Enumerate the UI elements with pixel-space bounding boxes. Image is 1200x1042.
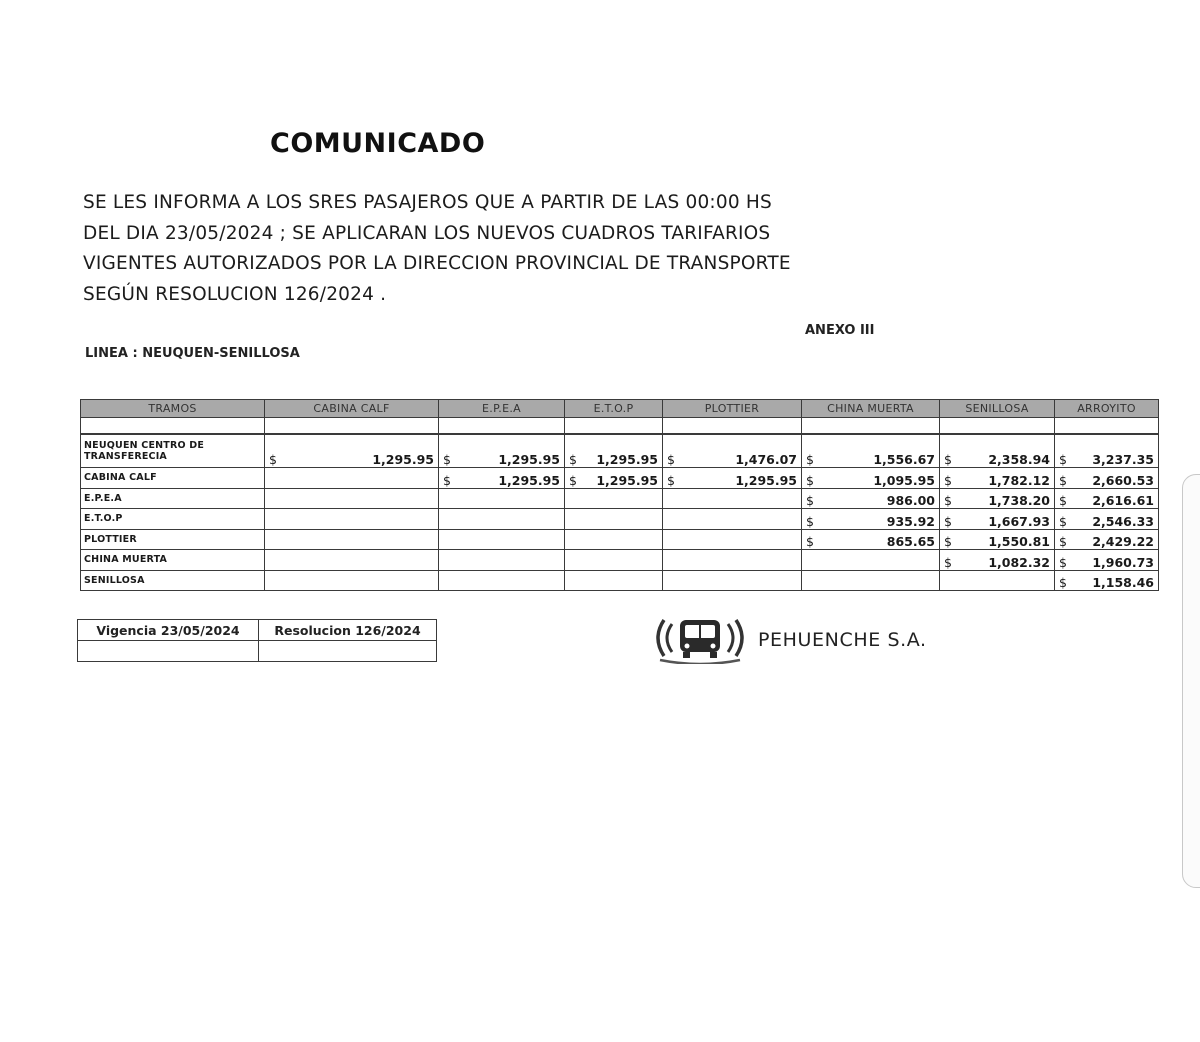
table-row — [81, 509, 1159, 530]
fare-cell — [265, 488, 439, 509]
origin-label: E.T.O.P — [84, 513, 123, 525]
device-edge — [1182, 474, 1200, 888]
fare-cell — [663, 570, 802, 591]
notice-line: VIGENTES AUTORIZADOS POR LA DIRECCION PROVINCIAL DE TRANSPORTE — [83, 253, 791, 274]
currency-symbol: $ — [667, 452, 675, 467]
fare-amount: 2,429.22 — [1092, 534, 1154, 549]
table-row — [81, 488, 1159, 509]
fare-cell — [565, 509, 663, 530]
currency-symbol: $ — [944, 513, 952, 529]
origin-label: TRANSFERECIA — [84, 451, 167, 462]
currency-symbol: $ — [569, 452, 577, 467]
fare-amount: 1,782.12 — [988, 472, 1050, 488]
table-row — [81, 435, 1159, 468]
fare-amount: 1,295.95 — [735, 472, 797, 488]
fare-amount: 1,295.95 — [596, 452, 658, 467]
fare-cell — [802, 509, 940, 530]
validity-date: Vigencia 23/05/2024 — [78, 620, 259, 641]
fare-cell — [565, 468, 663, 489]
origin-cell — [81, 488, 265, 509]
fare-amount: 1,667.93 — [988, 513, 1050, 529]
currency-symbol: $ — [1059, 554, 1067, 570]
fare-cell — [802, 435, 940, 468]
fare-cell — [265, 468, 439, 489]
fare-cell — [565, 435, 663, 468]
fare-amount: 1,295.95 — [498, 452, 560, 467]
fare-cell — [802, 529, 940, 550]
fare-cell — [802, 488, 940, 509]
fare-cell — [439, 570, 565, 591]
origin-cell — [81, 570, 265, 591]
table-row — [81, 468, 1159, 489]
fare-amount: 1,295.95 — [596, 472, 658, 488]
origin-cell — [81, 529, 265, 550]
currency-symbol: $ — [1059, 513, 1067, 529]
fare-cell — [663, 468, 802, 489]
fare-cell — [940, 468, 1055, 489]
currency-symbol: $ — [806, 513, 814, 529]
currency-symbol: $ — [806, 534, 814, 549]
column-header: TRAMOS — [81, 400, 265, 418]
fare-amount: 1,550.81 — [988, 534, 1050, 549]
fare-cell — [265, 570, 439, 591]
fare-cell — [565, 488, 663, 509]
fare-amount: 1,158.46 — [1092, 575, 1154, 590]
fare-cell — [439, 529, 565, 550]
fare-cell — [439, 550, 565, 571]
fare-cell — [439, 468, 565, 489]
column-header: CABINA CALF — [265, 400, 439, 418]
resolution-number: Resolucion 126/2024 — [259, 620, 437, 641]
origin-label: CHINA MUERTA — [84, 554, 168, 566]
notice-line: SE LES INFORMA A LOS SRES PASAJEROS QUE A PARTIR DE LAS 00:00 HS — [83, 192, 772, 213]
bus-logo-icon — [650, 612, 750, 664]
fare-cell — [565, 529, 663, 550]
fare-cell — [565, 550, 663, 571]
fare-cell — [802, 468, 940, 489]
fare-amount: 2,358.94 — [988, 452, 1050, 467]
column-header: E.P.E.A — [439, 400, 565, 418]
currency-symbol: $ — [443, 472, 451, 488]
origin-label: SENILLOSA — [84, 574, 145, 586]
currency-symbol: $ — [269, 452, 277, 467]
fare-cell — [1055, 435, 1159, 468]
origin-cell — [81, 509, 265, 530]
notice-line: SEGÚN RESOLUCION 126/2024 . — [83, 283, 387, 305]
fare-cell — [439, 509, 565, 530]
fare-amount: 986.00 — [886, 493, 935, 508]
fare-cell — [1055, 509, 1159, 530]
currency-symbol: $ — [944, 452, 952, 467]
blank-row — [81, 418, 1159, 434]
fare-cell — [663, 488, 802, 509]
fare-cell — [940, 570, 1055, 591]
fare-amount: 935.92 — [886, 513, 935, 529]
currency-symbol: $ — [569, 472, 577, 488]
fare-cell — [1055, 488, 1159, 509]
table-row — [81, 570, 1159, 591]
currency-symbol: $ — [667, 472, 675, 488]
fare-amount: 3,237.35 — [1092, 452, 1154, 467]
fare-amount: 2,546.33 — [1092, 513, 1154, 529]
currency-symbol: $ — [1059, 493, 1067, 508]
fare-amount: 1,960.73 — [1092, 554, 1154, 570]
currency-symbol: $ — [443, 452, 451, 467]
origin-cell — [81, 550, 265, 571]
fare-cell — [663, 435, 802, 468]
fare-amount: 1,738.20 — [988, 493, 1050, 508]
column-header: E.T.O.P — [565, 400, 663, 418]
fare-cell — [1055, 468, 1159, 489]
fare-amount: 2,616.61 — [1092, 493, 1154, 508]
fare-amount: 1,295.95 — [498, 472, 560, 488]
column-header: ARROYITO — [1055, 400, 1159, 418]
fare-amount: 1,295.95 — [372, 452, 434, 467]
fare-amount: 2,660.53 — [1092, 472, 1154, 488]
fare-cell — [1055, 529, 1159, 550]
fare-cell — [565, 570, 663, 591]
fare-cell — [802, 570, 940, 591]
currency-symbol: $ — [944, 534, 952, 549]
fare-cell — [265, 509, 439, 530]
notice-text — [83, 188, 843, 310]
origin-label: E.P.E.A — [84, 492, 122, 504]
currency-symbol: $ — [944, 554, 952, 570]
header-row — [81, 400, 1159, 418]
fare-cell — [265, 435, 439, 468]
fare-cell — [439, 435, 565, 468]
origin-label: PLOTTIER — [84, 533, 137, 545]
fare-cell — [663, 509, 802, 530]
annex-label: ANEXO III — [805, 323, 875, 338]
fare-cell — [1055, 570, 1159, 591]
fare-cell — [265, 550, 439, 571]
table-row — [81, 550, 1159, 571]
column-header: SENILLOSA — [940, 400, 1055, 418]
fare-cell — [663, 529, 802, 550]
fare-cell — [663, 550, 802, 571]
table-row — [81, 529, 1159, 550]
notice-line: DEL DIA 23/05/2024 ; SE APLICARAN LOS NUEVOS CUADROS TARIFARIOS — [83, 222, 771, 244]
fare-table-header — [80, 399, 1159, 434]
fare-amount: 1,095.95 — [873, 472, 935, 488]
company-name: PEHUENCHE S.A. — [758, 629, 927, 651]
currency-symbol: $ — [1059, 575, 1067, 590]
line-label: LINEA : NEUQUEN-SENILLOSA — [85, 346, 300, 361]
currency-symbol: $ — [944, 472, 952, 488]
origin-cell — [81, 468, 265, 489]
origin-label: CABINA CALF — [84, 472, 157, 484]
currency-symbol: $ — [1059, 534, 1067, 549]
fare-cell — [940, 509, 1055, 530]
currency-symbol: $ — [806, 472, 814, 488]
fare-cell — [940, 550, 1055, 571]
validity-table — [77, 619, 437, 662]
fare-amount: 1,082.32 — [988, 554, 1050, 570]
column-header: PLOTTIER — [663, 400, 802, 418]
fare-cell — [940, 529, 1055, 550]
fare-cell — [802, 550, 940, 571]
origin-cell — [81, 435, 265, 468]
origin-label: NEUQUEN CENTRO DE — [84, 440, 205, 451]
currency-symbol: $ — [1059, 452, 1067, 467]
fare-amount: 1,556.67 — [873, 452, 935, 467]
column-header: CHINA MUERTA — [802, 400, 940, 418]
currency-symbol: $ — [806, 493, 814, 508]
fare-amount: 1,476.07 — [735, 452, 797, 467]
fare-cell — [439, 488, 565, 509]
fare-cell — [940, 488, 1055, 509]
fare-amount: 865.65 — [886, 534, 935, 549]
fare-cell — [265, 529, 439, 550]
currency-symbol: $ — [806, 452, 814, 467]
page-title: COMUNICADO — [270, 128, 486, 159]
fare-table — [80, 434, 1159, 591]
fare-cell — [940, 435, 1055, 468]
fare-cell — [1055, 550, 1159, 571]
currency-symbol: $ — [1059, 472, 1067, 488]
currency-symbol: $ — [944, 493, 952, 508]
